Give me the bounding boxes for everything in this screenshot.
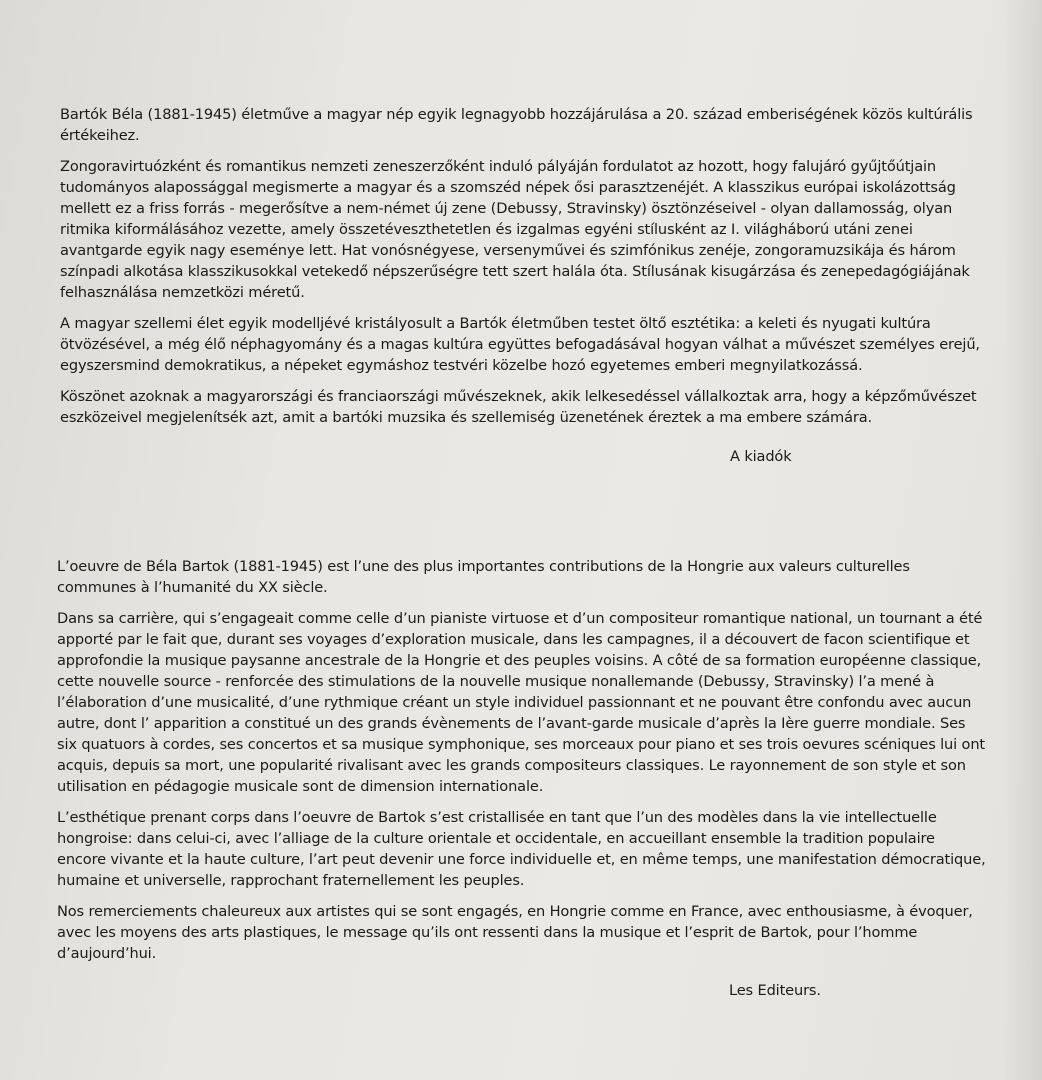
hungarian-paragraph-2: Zongoravirtuózként és romantikus nemzeti zeneszerzőként induló pályáján fordulatot az hozott, hogy falujáró gyűjtőútjain tudományos alapossággal megismerte a magyar és a szomszéd népek ősi parasztzenéjét. A klasszikus európai iskolázottság mellett ez a friss forrás - megerősítve a nem-német új zene (Debussy, Stravinsky) ösztönzéseivel - olyan dallamosság, olyan ritmika kiformálásához vezette, amely összetéveszthetetlen és izgalmas egyéni stílusként az I. világháború utáni zenei avantgarde egyik nagy eseménye lett. Hat vonósnégyese, versenyművei és szimfónikus zenéje, zongoramuzsikája és három színpadi alkotása klasszikusokkal vetekedő népszerűségre tett szert halála óta. Stílusának kisugárzása és zenepedagógiájának felhasználása nemzetközi méretű. (60, 158, 970, 301)
french-paragraph-3: L’esthétique prenant corps dans l’oeuvre de Bartok s’est cristallisée en tant que l’un des modèles dans la vie intellectuelle hongroise: dans celui-ci, avec l’alliage de la culture orientale et occidentale, en accueillant ensemble la tradition populaire encore vivante et la haute culture, l’art peut devenir une force individuelle et, en même temps, une manifestation démocratique, humaine et universelle, rapprochant fraternellement les peuples. (57, 809, 986, 889)
hungarian-text-section (60, 104, 990, 467)
page-edge-shadow (1002, 0, 1042, 1080)
hungarian-paragraph-3: A magyar szellemi élet egyik modelljévé kristályosult a Bartók életműben testet öltő esztétika: a keleti és nyugati kultúra ötvözésével, a még élő néphagyomány és a magas kultúra együttes befogadásával hogyan válhat a művészet személyes erejű, egyszersmind demokratikus, a népeket egymáshoz testvéri közelbe hozó egyetemes emberi megnyilatkozássá. (60, 315, 980, 374)
french-paragraph-1: L’oeuvre de Béla Bartok (1881-1945) est l’une des plus importantes contributions de la Hongrie aux valeurs culturelles communes à l’humanité du XX siècle. (57, 558, 910, 596)
french-signature: Les Editeurs. (729, 982, 821, 999)
french-paragraph-4: Nos remerciements chaleureux aux artistes qui se sont engagés, en Hongrie comme en France, avec enthousiasme, à évoquer, avec les moyens des arts plastiques, le message qu’ils ont ressenti dans la musique et l’esprit de Bartok, pour l’homme d’aujourd’hui. (57, 903, 973, 962)
hungarian-paragraph-1: Bartók Béla (1881-1945) életműve a magyar nép egyik legnagyobb hozzájárulása a 20. század emberiségének közös kultúrális értékeihez. (60, 106, 973, 144)
french-paragraph-2: Dans sa carrière, qui s’engageait comme celle d’un pianiste virtuose et d’un compositeur romantique national, un tournant a été apporté par le fait que, durant ses voyages d’exploration musicale, dans les campagnes, il a découvert de facon scientifique et approfondie la musique paysanne ancestrale de la Hongrie et des peuples voisins. A côté de sa formation européenne classique, cette nouvelle source - renforcée des stimulations de la nouvelle musique nonallemande (Debussy, Stravinsky) l’a mené à l’élaboration d’une musicalité, d’une rythmique créant un style individuel passionnant et ne pouvant être confondu avec aucun autre, dont l’ apparition a constitué un des grands évènements de l’avant-garde musicale d’après la Ière guerre mondiale. Ses six quatuors à cordes, ses concertos et sa musique symphonique, ses morceaux pour piano et ses trois oevures scéniques lui ont acquis, depuis sa mort, une popularité rivalisant avec les grands compositeurs classiques. Le rayonnement de son style et son utilisation en pédagogie musicale sont de dimension internationale. (57, 610, 986, 795)
hungarian-paragraph-4: Köszönet azoknak a magyarországi és franciaországi művészeknek, akik lelkesedéssel vállalkoztak arra, hogy a képzőművészet eszközeivel megjelenítsék azt, amit a bartóki muzsika és szellemiség üzenetének éreztek a ma embere számára. (60, 388, 977, 426)
french-text-section (57, 556, 987, 1001)
hungarian-signature: A kiadók (730, 448, 792, 465)
